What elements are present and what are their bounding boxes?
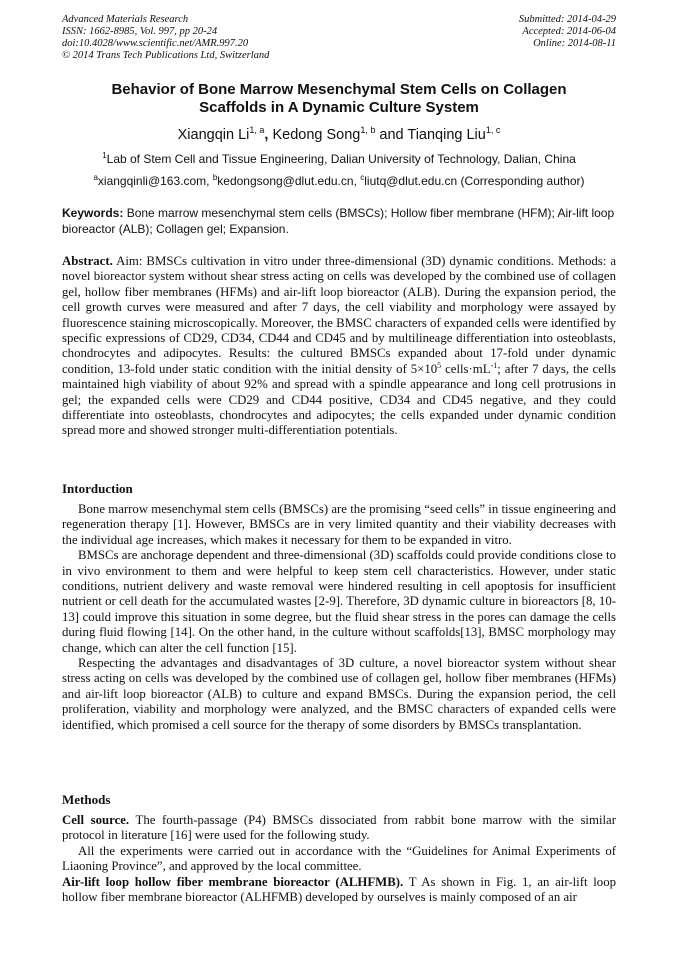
abstract-text-3: ; after 7 days, the cells maintained high viability of about 92% and spread with a spindle appearance and long cell protrusions in gel; the expanded cells were CD29 and CD44 positive, CD34 and CD45 negative, and they could differentiate into osteoblasts, chondrocytes and adipocytes; the cells expanded under dynamic condition spread more and showed stronger multi-differentiation potentials. (62, 361, 616, 438)
email-b: kedongsong@dlut.edu.cn, (217, 174, 361, 188)
title-line-2: Scaffolds in A Dynamic Culture System (199, 99, 479, 116)
affiliation-text: Lab of Stem Cell and Tissue Engineering, Dalian University of Technology, Dalian, China (106, 152, 576, 166)
copyright-line: © 2014 Trans Tech Publications Ltd, Switzerland (62, 50, 270, 61)
methods-heading: Methods (62, 792, 111, 807)
keywords-text: Bone marrow mesenchymal stem cells (BMSCs); Hollow fiber membrane (HFM); Air-lift loop bioreactor (ALB); Collagen gel; Expansion. (62, 206, 615, 236)
email-a-sup: a (93, 173, 98, 182)
abstract-sup-2: -1 (490, 360, 498, 370)
dates-header (519, 14, 616, 50)
bioreactor-text: T As shown in Fig. 1, an air-lift loop hollow fiber membrane bioreactor (ALHFMB) developed by ourselves is mainly composed of an air (62, 874, 616, 905)
abstract-paragraph (62, 254, 616, 439)
cell-source-text: The fourth-passage (P4) BMSCs dissociated from rabbit bone marrow with the similar protocol in literature [16] were used for the following study. (62, 813, 616, 843)
cell-source-label: Cell source. (62, 813, 130, 827)
abstract-text-1: Aim: BMSCs cultivation in vitro under three-dimensional (3D) dynamic conditions. Methods: a novel bioreactor system without shear stress acting on cells was developed by the combined use of collagen gel, hollow fiber membranes (HFMs) and air-lift loop bioreactor (ALB). During the expansion period, the cell growth curves were measured and after 7 days, the cell viability and morphology were assayed by fluorescence staining microscopically. Moreover, the BMSC characters of expanded cells were identified by specific expressions of CD29, CD34, CD44 and CD45 and by multilineage differentiation into osteoblasts, chondrocytes and adipocytes. Results: the cultured BMSCs expanded about 17-fold under dynamic condition, 13-fold under static condition with the initial density of 5×10 (62, 254, 616, 376)
author-emails (62, 170, 616, 189)
author-1-sup: 1, a (249, 125, 265, 135)
author-1: Xiangqin Li (177, 127, 250, 143)
methods-body (62, 813, 616, 905)
email-b-sup: b (212, 173, 218, 182)
author-3: Tianqing Liu (407, 127, 486, 143)
email-a: xiangqinli@163.com, (97, 174, 213, 188)
online-date: Online: 2014-08-11 (533, 38, 616, 49)
keywords-label: Keywords: (62, 206, 124, 220)
journal-name: Advanced Materials Research (62, 14, 189, 25)
affiliation (62, 148, 616, 167)
author-3-sup: 1, c (485, 125, 501, 135)
abstract-label: Abstract. (62, 254, 113, 268)
intro-paragraph-3: Respecting the advantages and disadvantages of 3D culture, a novel bioreactor system without shear stress acting on cells was developed by the combined use of collagen gel, hollow fiber membranes (HFMs) and air-lift loop bioreactor (ALB) to culture and expand BMSCs. During the expansion period, the cell proliferation, viability and morphology were analyzed, and the BMSC characters of expanded cells were identified, which promised a cell source for the therapy of some disorders by BMSCs transplantation. (62, 656, 616, 732)
ethics-paragraph: All the experiments were carried out in accordance with the “Guidelines for Animal Experiments of Liaoning Province”, and approved by the local committee. (62, 843, 616, 874)
paper-title (62, 81, 616, 117)
accepted-date: Accepted: 2014-06-04 (522, 26, 616, 37)
author-sep-2: and (375, 127, 408, 143)
author-2: Kedong Song (272, 127, 361, 143)
abstract (62, 254, 616, 439)
bioreactor-paragraph (62, 875, 616, 906)
issn-line: ISSN: 1662-8985, Vol. 997, pp 20-24 (62, 26, 218, 37)
submitted-date: Submitted: 2014-04-29 (518, 14, 616, 25)
abstract-sup-1: 5 (437, 360, 442, 370)
keywords (62, 206, 616, 237)
cell-source-paragraph (62, 813, 616, 844)
doi-line: doi:10.4028/www.scientific.net/AMR.997.20 (62, 38, 249, 49)
title-line-1: Behavior of Bone Marrow Mesenchymal Stem Cells on Collagen (111, 81, 567, 98)
author-2-sup: 1, b (360, 125, 376, 135)
email-c-sup: c (360, 173, 365, 182)
intro-paragraph-2: BMSCs are anchorage dependent and three-dimensional (3D) scaffolds could provide conditions close to in vivo environment to them and were helpful to keep stem cell characteristics. However, under static conditions, nutrient delivery and waste removal were hindered resulting in cell apoptosis for insufficient nutrient or cell death for the accumulated wastes [2-9]. Therefore, 3D dynamic culture in bioreactors [8, 10-13] could improve this situation in some degree, but the fluid shear stress in the pores can damage the cells during fluid flowing [14]. On the other hand, in the culture without scaffolds[13], BMSC morphology may change, which can alter the cell function [15]. (62, 548, 616, 655)
introduction-heading: Intorduction (62, 481, 133, 496)
introduction-body (62, 502, 616, 733)
bioreactor-label: Air-lift loop hollow fiber membrane bioreactor (ALHFMB). (62, 874, 404, 889)
abstract-text-2: cells·mL (441, 361, 491, 376)
journal-header (62, 14, 269, 62)
author-list (62, 121, 616, 144)
author-sep-1: , (264, 127, 273, 143)
intro-paragraph-1: Bone marrow mesenchymal stem cells (BMSCs) are the promising “seed cells” in tissue engineering and regeneration therapy [1]. However, BMSCs are in very limited quantity and their viability decreases with the individual age increases, which makes it necessary for them to be expanded in vitro. (62, 502, 616, 547)
affiliation-sup: 1 (102, 151, 107, 160)
email-c: liutq@dlut.edu.cn (Corresponding author) (364, 174, 585, 188)
